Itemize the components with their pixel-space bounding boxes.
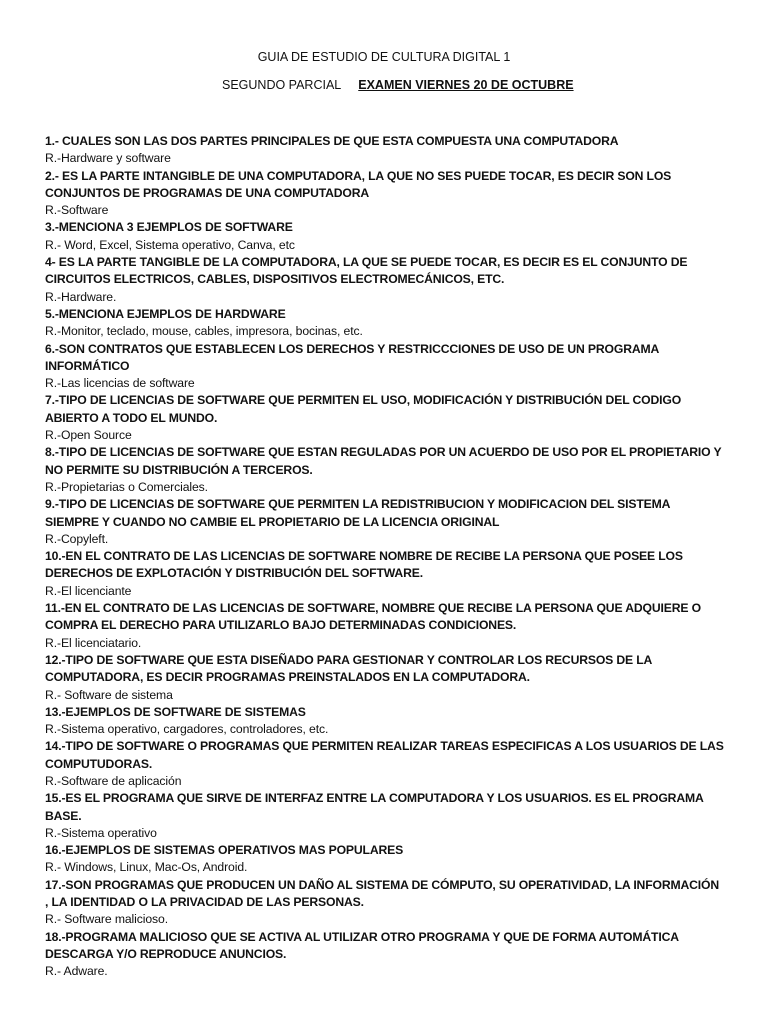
- answer-text: R.-Monitor, teclado, mouse, cables, impresora, bocinas, etc.: [45, 324, 363, 339]
- question-text: 11.-EN EL CONTRATO DE LAS LICENCIAS DE SOFTWARE, NOMBRE QUE RECIBE LA PERSONA QUE ADQUIERE O COMPRA EL DERECHO PARA UTILIZARLO BAJO DETERMINADAS CONDICIONES.: [45, 601, 701, 633]
- qa-item: [45, 738, 725, 790]
- exam-date-label: EXAMEN VIERNES 20 DE OCTUBRE: [358, 78, 574, 92]
- partial-label: SEGUNDO PARCIAL: [222, 78, 342, 92]
- answer-text: R.-Software: [45, 203, 109, 218]
- answer-text: R.-El licenciatario.: [45, 635, 142, 650]
- qa-item: [45, 392, 725, 444]
- qa-item: [45, 168, 725, 220]
- qa-item: [45, 842, 725, 877]
- answer-text: R.-Las licencias de software: [45, 376, 195, 391]
- question-text: 6.-SON CONTRATOS QUE ESTABLECEN LOS DERECHOS Y RESTRICCCIONES DE USO DE UN PROGRAMA INFORMÁTICO: [45, 341, 659, 373]
- answer-text: R.- Software malicioso.: [45, 912, 168, 927]
- answer-text: R.-Hardware.: [45, 289, 117, 304]
- qa-item: [45, 877, 725, 929]
- answer-text: R.-Propietarias o Comerciales.: [45, 479, 208, 494]
- qa-item: [45, 444, 725, 496]
- answer-text: R.-Sistema operativo: [45, 825, 157, 840]
- question-text: 3.-MENCIONA 3 EJEMPLOS DE SOFTWARE: [45, 220, 293, 235]
- qa-item: [45, 254, 725, 306]
- question-text: 9.-TIPO DE LICENCIAS DE SOFTWARE QUE PERMITEN LA REDISTRIBUCION Y MODIFICACION DEL SISTEMA SIEMPRE Y CUANDO NO CAMBIE EL PROPIETARIO DE LA LICENCIA ORIGINAL: [45, 497, 670, 529]
- answer-text: R.- Windows, Linux, Mac-Os, Android.: [45, 860, 248, 875]
- answer-text: R.-Open Source: [45, 428, 132, 443]
- answer-text: R.- Word, Excel, Sistema operativo, Canva, etc: [45, 237, 295, 252]
- qa-item: [45, 306, 725, 341]
- answer-text: R.-Software de aplicación: [45, 773, 182, 788]
- qa-item: [45, 790, 725, 842]
- answer-text: R.-Hardware y software: [45, 151, 171, 166]
- qa-item: [45, 341, 725, 393]
- qa-item: [45, 600, 725, 652]
- question-text: 13.-EJEMPLOS DE SOFTWARE DE SISTEMAS: [45, 704, 306, 719]
- question-text: 7.-TIPO DE LICENCIAS DE SOFTWARE QUE PERMITEN EL USO, MODIFICACIÓN Y DISTRIBUCIÓN DEL CODIGO ABIERTO A TODO EL MUNDO.: [45, 393, 682, 425]
- qa-item: [45, 133, 725, 168]
- qa-item: [45, 929, 725, 981]
- question-text: 4- ES LA PARTE TANGIBLE DE LA COMPUTADORA, LA QUE SE PUEDE TOCAR, ES DECIR ES EL CONJUNTO DE CIRCUITOS ELECTRICOS, CABLES, DISPOSITIVOS ELECTROMECÁNICOS, ETC.: [45, 255, 688, 287]
- answer-text: R.-Copyleft.: [45, 531, 109, 546]
- question-text: 12.-TIPO DE SOFTWARE QUE ESTA DISEÑADO PARA GESTIONAR Y CONTROLAR LOS RECURSOS DE LA COMPUTADORA, ES DECIR PROGRAMAS PREINSTALADOS EN LA COMPUTADORA.: [45, 652, 652, 685]
- answer-text: R.- Adware.: [45, 964, 108, 979]
- question-text: 2.- ES LA PARTE INTANGIBLE DE UNA COMPUTADORA, LA QUE NO SES PUEDE TOCAR, ES DECIR SON LOS CONJUNTOS DE PROGRAMAS DE UNA COMPUTADORA: [45, 168, 672, 200]
- question-text: 17.-SON PROGRAMAS QUE PRODUCEN UN DAÑO AL SISTEMA DE CÓMPUTO, SU OPERATIVIDAD, LA INFORMACIÓN , LA IDENTIDAD O LA PRIVACIDAD DE LAS PERSONAS.: [45, 877, 720, 910]
- question-text: 15.-ES EL PROGRAMA QUE SIRVE DE INTERFAZ ENTRE LA COMPUTADORA Y LOS USUARIOS. ES EL PROGRAMA BASE.: [45, 791, 704, 823]
- question-list: [45, 133, 725, 981]
- qa-item: [45, 652, 725, 704]
- question-text: 1.- CUALES SON LAS DOS PARTES PRINCIPALES DE QUE ESTA COMPUESTA UNA COMPUTADORA: [45, 134, 619, 148]
- qa-item: [45, 496, 725, 548]
- question-text: 16.-EJEMPLOS DE SISTEMAS OPERATIVOS MAS POPULARES: [45, 843, 404, 858]
- qa-item: [45, 704, 725, 739]
- document-subtitle: [222, 77, 574, 93]
- question-text: 5.-MENCIONA EJEMPLOS DE HARDWARE: [45, 306, 286, 321]
- answer-text: R.- Software de sistema: [45, 687, 173, 702]
- question-text: 10.-EN EL CONTRATO DE LAS LICENCIAS DE SOFTWARE NOMBRE DE RECIBE LA PERSONA QUE POSEE LOS DERECHOS DE EXPLOTACIÓN Y DISTRIBUCIÓN DEL SOFTWARE.: [45, 549, 683, 581]
- qa-item: [45, 219, 725, 254]
- answer-text: R.-El licenciante: [45, 583, 132, 598]
- question-text: 14.-TIPO DE SOFTWARE O PROGRAMAS QUE PERMITEN REALIZAR TAREAS ESPECIFICAS A LOS USUARIOS DE LAS COMPUTUDORAS.: [45, 739, 724, 771]
- question-text: 18.-PROGRAMA MALICIOSO QUE SE ACTIVA AL UTILIZAR OTRO PROGRAMA Y QUE DE FORMA AUTOMÁTICA DESCARGA Y/O REPRODUCE ANUNCIOS.: [45, 929, 679, 961]
- qa-item: [45, 548, 725, 600]
- answer-text: R.-Sistema operativo, cargadores, controladores, etc.: [45, 722, 329, 737]
- document-title: GUIA DE ESTUDIO DE CULTURA DIGITAL 1: [257, 50, 511, 64]
- question-text: 8.-TIPO DE LICENCIAS DE SOFTWARE QUE ESTAN REGULADAS POR UN ACUERDO DE USO POR EL PROPIETARIO Y NO PERMITE SU DISTRIBUCIÓN A TERCEROS.: [45, 445, 722, 477]
